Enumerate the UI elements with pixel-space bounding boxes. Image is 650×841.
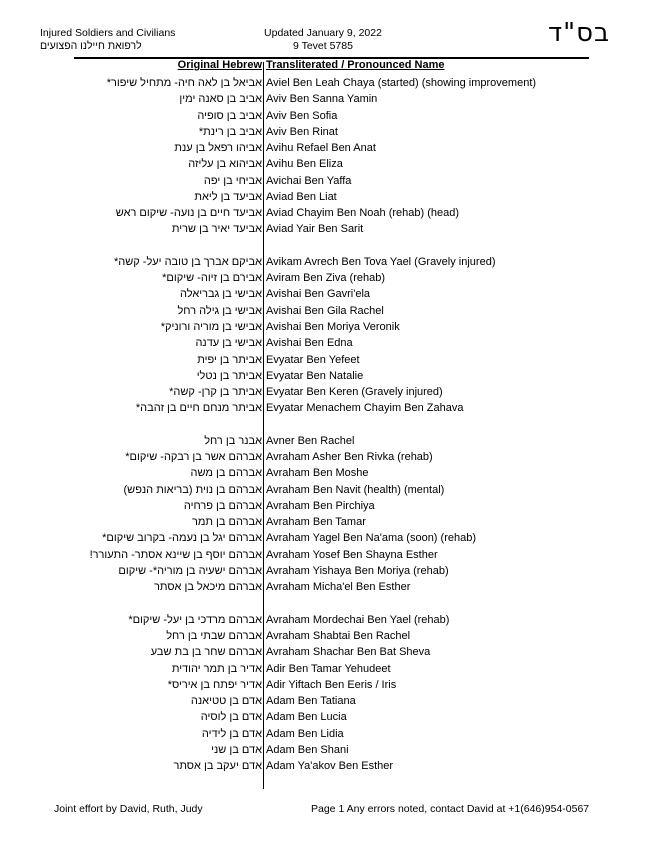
transliterated-name: Aviad Ben Liat (266, 190, 337, 203)
transliterated-name: Avishai Ben Gila Rachel (266, 304, 384, 317)
hebrew-name: אברהם בן פרחיה (183, 499, 262, 512)
transliterated-name: Avraham Asher Ben Rivka (rehab) (266, 451, 433, 464)
document-title: Injured Soldiers and Civilians (40, 27, 176, 39)
names-table (0, 75, 650, 774)
hebrew-name: אביעד בן ליאת (194, 190, 262, 203)
transliterated-name: Aviv Ben Sanna Yamin (266, 93, 378, 106)
table-row (0, 189, 650, 205)
hebrew-name: אדיר בן תמר יהודית (171, 662, 262, 675)
hebrew-name: אביתר מנחם חיים בן זהבה* (135, 402, 262, 415)
transliterated-name: Avraham Ben Navit (health) (mental) (266, 483, 445, 496)
hebrew-name: אדם בן לוסיה (200, 711, 262, 724)
hebrew-name: אבישי בן גבריאלה (179, 288, 262, 301)
spacer-row (0, 417, 650, 433)
table-row (0, 758, 650, 774)
hebrew-name: אדם בן טטיאנה (190, 695, 262, 708)
table-row (0, 661, 650, 677)
table-row (0, 563, 650, 579)
transliterated-name: Avichai Ben Yaffa (266, 174, 352, 187)
transliterated-name: Evyatar Ben Keren (Gravely injured) (266, 386, 443, 399)
transliterated-name: Adir Ben Tamar Yehudeet (266, 662, 391, 675)
table-header (74, 59, 589, 75)
transliterated-name: Aviad Yair Ben Sarit (266, 223, 364, 236)
spacer-row (0, 238, 650, 254)
transliterated-name: Avraham Ben Pirchiya (266, 499, 375, 512)
hebrew-name: אברהם יוסף בן שיינא אסתר- התעורר! (89, 548, 262, 561)
table-row (0, 108, 650, 124)
transliterated-name: Aviv Ben Rinat (266, 125, 338, 138)
table-row (0, 449, 650, 465)
table-row (0, 547, 650, 563)
column-header-hebrew: Original Hebrew (177, 59, 262, 71)
hebrew-name: אביאל בן לאה חיה- מתחיל שיפור* (106, 77, 262, 89)
transliterated-name: Avraham Mordechai Ben Yael (rehab) (266, 613, 450, 626)
transliterated-name: Adam Ben Shani (266, 743, 349, 756)
table-row (0, 335, 650, 351)
hebrew-name: אביעד יאיר בן שרית (171, 223, 262, 236)
hebrew-name: אביב בן סופיה (197, 109, 262, 122)
hebrew-name: אביחי בן יפה (203, 174, 262, 187)
table-row (0, 205, 650, 221)
hebrew-name: אבישי בן גילה רחל (177, 304, 262, 317)
table-row (0, 709, 650, 725)
table-row (0, 465, 650, 481)
table-row (0, 124, 650, 140)
hebrew-date: 9 Tevet 5785 (293, 40, 353, 52)
hebrew-name: אברהם בן נוית (בריאות הנפש) (123, 483, 262, 496)
footer-page-contact: Page 1 Any errors noted, contact David at +1(646)954-0567 (311, 803, 590, 815)
transliterated-name: Avner Ben Rachel (266, 434, 355, 447)
transliterated-name: Avihu Refael Ben Anat (266, 142, 376, 155)
transliterated-name: Avraham Ben Tamar (266, 516, 366, 529)
hebrew-name: אבנר בן רחל (204, 434, 262, 447)
footer-credits: Joint effort by David, Ruth, Judy (54, 803, 203, 815)
spacer-row (0, 596, 650, 612)
table-row (0, 628, 650, 644)
hebrew-name: אביתר בן יפית (197, 353, 262, 366)
hebrew-name: אביקם אברך בן טובה יעל- קשה* (113, 255, 262, 268)
table-row (0, 514, 650, 530)
transliterated-name: Aviel Ben Leah Chaya (started) (showing improvement) (266, 77, 537, 89)
transliterated-name: Aviram Ben Ziva (rehab) (266, 272, 386, 285)
table-row (0, 482, 650, 498)
hebrew-name: אברהם אשר בן רבקה- שיקום* (125, 451, 262, 464)
hebrew-name: אברהם בן משה (190, 467, 262, 480)
table-row (0, 319, 650, 335)
transliterated-name: Adam Ben Tatiana (266, 695, 356, 708)
transliterated-name: Evyatar Ben Yefeet (266, 353, 360, 366)
transliterated-name: Adir Yiftach Ben Eeris / Iris (266, 678, 397, 691)
hebrew-name: אברהם מיכאל בן אסתר (153, 581, 262, 594)
transliterated-name: Avikam Avrech Ben Tova Yael (Gravely injured) (266, 255, 496, 268)
table-row (0, 270, 650, 286)
hebrew-name: אביהוא בן עליזה (188, 158, 262, 171)
column-header-transliterated: Transliterated / Pronounced Name (266, 59, 445, 71)
table-row (0, 91, 650, 107)
transliterated-name: Avraham Ben Moshe (266, 467, 369, 480)
hebrew-name: אבישי בן עדנה (195, 337, 262, 350)
bsd-mark: בס"ד (547, 18, 610, 48)
table-row (0, 400, 650, 416)
table-row (0, 726, 650, 742)
transliterated-name: Avraham Shabtai Ben Rachel (266, 630, 411, 643)
table-row (0, 498, 650, 514)
table-row (0, 433, 650, 449)
table-row (0, 384, 650, 400)
hebrew-name: אביתר בן קרן- קשה* (169, 386, 262, 399)
transliterated-name: Avraham Micha'el Ben Esther (266, 581, 411, 594)
hebrew-name: אדם יעקב בן אסתר (173, 760, 262, 773)
hebrew-name: אברהם שבתי בן רחל (166, 630, 262, 643)
hebrew-name: אברהם יגל בן נעמה- בקרוב שיקום* (102, 532, 262, 545)
table-row (0, 742, 650, 758)
transliterated-name: Avraham Yosef Ben Shayna Esther (266, 548, 438, 561)
transliterated-name: Adam Ya'akov Ben Esther (266, 760, 394, 773)
header-left (40, 27, 175, 53)
table-row (0, 156, 650, 172)
table-row (0, 368, 650, 384)
table-row (0, 677, 650, 693)
hebrew-name: אביעד חיים בן נועה- שיקום ראש (115, 207, 262, 220)
transliterated-name: Adam Ben Lidia (266, 727, 344, 740)
table-row (0, 221, 650, 237)
hebrew-name: אדם בן שני (211, 743, 262, 756)
updated-date: Updated January 9, 2022 (264, 27, 382, 39)
hebrew-name: אביהו רפאל בן ענת (174, 142, 262, 155)
table-row (0, 254, 650, 270)
hebrew-name: אביב בן סאנה ימין (179, 93, 262, 106)
hebrew-name: אדיר יפתח בן איריס* (167, 678, 262, 691)
transliterated-name: Avraham Yagel Ben Na'ama (soon) (rehab) (266, 532, 476, 545)
table-row (0, 173, 650, 189)
table-row (0, 352, 650, 368)
hebrew-name: אברהם ישעיה בן מוריה*- שיקום (118, 564, 262, 577)
hebrew-name: אבישי בן מוריה ורוניק* (160, 320, 262, 333)
table-row (0, 140, 650, 156)
transliterated-name: Aviv Ben Sofia (266, 109, 338, 122)
table-row (0, 579, 650, 595)
hebrew-name: אברהם מרדכי בן יעל- שיקום* (128, 613, 262, 626)
hebrew-name: אביתר בן נטלי (196, 369, 262, 382)
hebrew-name: אדם בן לידיה (201, 727, 262, 740)
hebrew-name: אברהם בן תמר (191, 516, 262, 529)
transliterated-name: Evyatar Ben Natalie (266, 369, 364, 382)
table-row (0, 530, 650, 546)
hebrew-name: אברהם שחר בן בת שבע (150, 646, 262, 659)
transliterated-name: Avishai Ben Gavri'ela (266, 288, 371, 301)
transliterated-name: Avihu Ben Eliza (266, 158, 343, 171)
table-row (0, 286, 650, 302)
transliterated-name: Avishai Ben Edna (266, 337, 353, 350)
transliterated-name: Aviad Chayim Ben Noah (rehab) (head) (266, 207, 460, 220)
table-row (0, 612, 650, 628)
transliterated-name: Avishai Ben Moriya Veronik (266, 320, 400, 333)
table-row (0, 75, 650, 91)
table-row (0, 303, 650, 319)
table-row (0, 693, 650, 709)
hebrew-name: אבירם בן זיוה- שיקום* (162, 272, 262, 285)
transliterated-name: Avraham Shachar Ben Bat Sheva (266, 646, 431, 659)
hebrew-name: אביב בן רינת* (198, 125, 262, 138)
table-row (0, 644, 650, 660)
transliterated-name: Avraham Yishaya Ben Moriya (rehab) (266, 564, 449, 577)
hebrew-subtitle: לרפואת חיילנו הפצועים (40, 40, 142, 52)
header-dates (258, 27, 388, 53)
transliterated-name: Evyatar Menachem Chayim Ben Zahava (266, 402, 464, 415)
transliterated-name: Adam Ben Lucia (266, 711, 347, 724)
